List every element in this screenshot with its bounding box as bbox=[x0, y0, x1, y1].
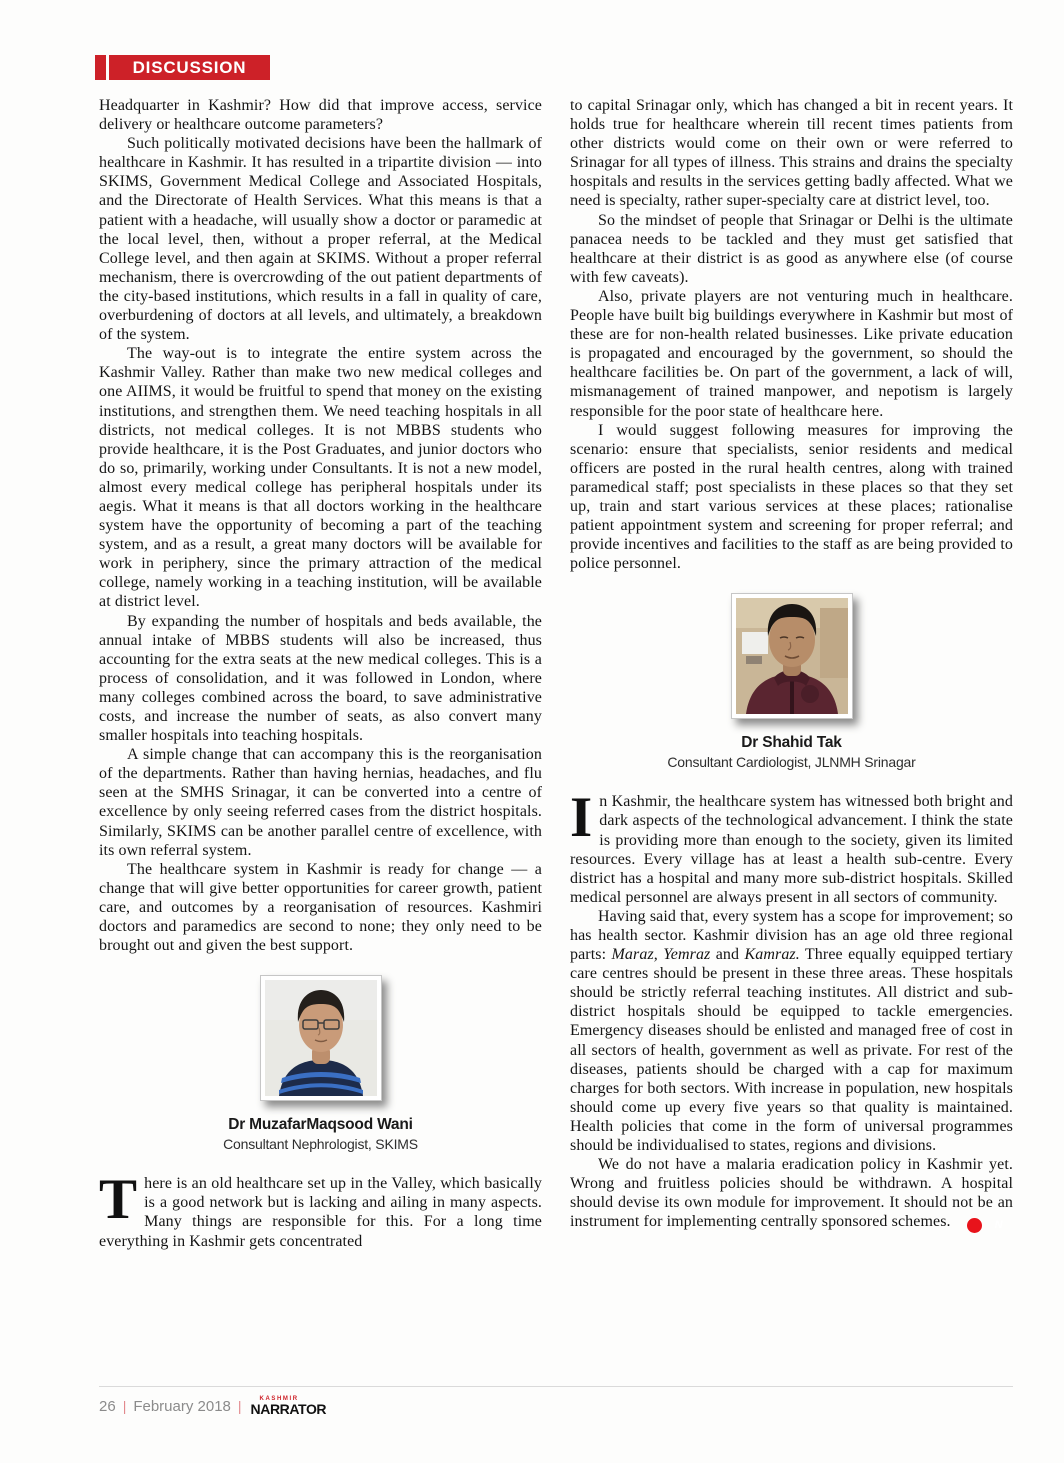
section-badge-notch bbox=[95, 55, 106, 80]
footer-separator: | bbox=[122, 1398, 127, 1414]
profile-title: Consultant Nephrologist, SKIMS bbox=[223, 1136, 418, 1153]
paragraph-text: and bbox=[710, 946, 745, 964]
magazine-logo-name: NARRATOR bbox=[250, 1401, 327, 1417]
footer-separator: | bbox=[237, 1398, 242, 1414]
paragraph-text: We do not have a malaria eradication policy in Kashmir yet. Wrong and fruitless policies should be withdrawn. A hospital should devise its own module for improvement. It should not be an instrument for implementing centrally sponsored schemes. bbox=[570, 1156, 1013, 1231]
article-body bbox=[99, 96, 1013, 1251]
magazine-logo bbox=[251, 1396, 327, 1416]
paragraph: A simple change that can accompany this is the reorganisation of the departments. Rather than having hernias, headaches, and flu seen at the SMHS Srinagar, it can be converted into a centre of excellence by only seeing referred cases from the district hospitals. Similarly, SKIMS can be another parallel centre of excellence, with its own referral system. bbox=[99, 746, 542, 859]
paragraph-dropcap bbox=[99, 1168, 542, 1250]
dropcap-letter: T bbox=[99, 1168, 138, 1232]
paragraph: to capital Srinagar only, which has changed a bit in recent years. It holds true for healthcare wherein till recent times patients from other districts would come on their own or were referred to Srinagar for all types of illness. This strains and drains the specialty hospitals and results in the services getting badly affected. What we need is specialty, rather super-specialty care at district level, too. bbox=[570, 97, 1013, 210]
left-column bbox=[99, 96, 542, 1251]
paragraph-final bbox=[570, 1155, 1013, 1233]
profile-figure-wani bbox=[99, 975, 542, 1152]
page-number: 26 bbox=[99, 1397, 116, 1415]
paragraph-text: Three equally equipped tertiary care centres should be present in these three areas. These hospitals should be strictly referral teaching institutes. All district and sub-district hospitals should be equipped to tackle emergencies. Emergency diseases should be enlisted and managed free of cost in all sectors of health, government as well as private. For rest of the diseases, patients should be charged with a cap for maximum charges for both sectors. With increase in population, new hospitals should come up every five years so that quality is maintained. Health policies that come in the form of universal programmes should be individualised to states, regions and divisions. bbox=[570, 946, 1013, 1155]
paragraph-dropcap bbox=[570, 786, 1013, 907]
footer-divider bbox=[99, 1386, 1013, 1387]
footer bbox=[99, 1396, 326, 1416]
portrait-photo-tak bbox=[731, 593, 853, 719]
section-badge: DISCUSSION bbox=[109, 55, 270, 80]
dropcap-letter: I bbox=[570, 786, 593, 850]
paragraph: Also, private players are not venturing much in healthcare. People have built big buildings everywhere in Kashmir but most of these are for non-health related businesses. Like private education is propagated and encouraged by the government, so should the healthcare facilities be. On part of the government, a lack of will, mismanagement of trained manpower, and nepotism is largely responsible for the poor state of healthcare here. bbox=[570, 287, 1013, 420]
profile-title: Consultant Cardiologist, JLNMH Srinagar bbox=[667, 754, 916, 771]
paragraph-text: n Kashmir, the healthcare system has witnessed both bright and dark aspects of the technological advancement. I think the state is providing more than enough to the society, given its limited resources. Every village has at least a health sub-centre. Every district has a hospital and many more sub-district hospitals. Skilled medical personnel are always present in all sectors of community. bbox=[570, 793, 1013, 906]
magazine-logo-kicker: KASHMIR bbox=[259, 1396, 299, 1402]
paragraph: Such politically motivated decisions have been the hallmark of healthcare in Kashmir. It has resulted in a tripartite division — into SKIMS, Government Medical College and Associated Hospitals, and the Directorate of Health Services. What this means is that a patient with a headache, will usually show a doctor or paramedic at the local level, then, without a proper referral, at the Medical College level, and then again at SKIMS. Without a proper referral mechanism, there is overcrowding of the out patient departments of the city-based institutions, which results in a fall in quality of care, overburdening of doctors at all levels, and ultimately, a breakdown of the system. bbox=[99, 135, 542, 344]
paragraph: The way-out is to integrate the entire system across the Kashmir Valley. Rather than make two new medical colleges and one AIIMS, it would be fruitful to spend that money on the existing institutions, and strengthen them. We need teaching hospitals in all districts, not medical colleges. It is not MBBS students who provide healthcare, it is the Post Graduates, and junior doctors who do so, primarily, working under Consultants. It is not a new model, almost every medical college has peripheral hospitals under its aegis. What it means is that all doctors working in the healthcare system have the opportunity of becoming a part of the teaching system, and as a result, a great many doctors will be available for work in periphery, since the primary attraction of the medical college, namely working in a teaching institution, will be available at district level. bbox=[99, 345, 542, 611]
profile-name: Dr Shahid Tak bbox=[741, 734, 842, 752]
paragraph: The healthcare system in Kashmir is ready for change — a change that will give better opportunities for career growth, patient care, and outcomes by a reorganisation of resources. Kashmiri doctors and paramedics are second to none; they only need to be brought out and given the best support. bbox=[99, 860, 542, 955]
profile-name: Dr MuzafarMaqsood Wani bbox=[228, 1116, 413, 1134]
issue-date: February 2018 bbox=[133, 1397, 231, 1415]
portrait-illustration bbox=[736, 598, 848, 714]
paragraph-text: Having said that, every system has a scope for improvement; so has health sector. Kashmir division has an age old three regional parts: bbox=[570, 907, 1013, 964]
profile-figure-tak bbox=[570, 593, 1013, 770]
portrait-photo-wani bbox=[260, 975, 382, 1101]
paragraph-text: here is an old healthcare set up in the Valley, which basically is a good network but is lacking and ailing in many aspects. Many things are responsible for this. For a long time everything in Kashmir gets concentrated bbox=[99, 1175, 542, 1250]
regional-term: Kamraz. bbox=[744, 946, 800, 964]
paragraph: I would suggest following measures for improving the scenario: ensure that specialists, senior residents and medical officers are posted in the rural health centres, along with trained paramedical staff; post specialists in these places so that they set up, train and start various services at these places; rationalise patient appointment system and screening for proper referral; and provide incentives and facilities to the staff as are being provided to police personnel. bbox=[570, 421, 1013, 573]
paragraph: Headquarter in Kashmir? How did that improve access, service delivery or healthcare outcome parameters? bbox=[99, 97, 542, 134]
paragraph: So the mindset of people that Srinagar or Delhi is the ultimate panacea needs to be tackled and they must get satisfied that healthcare at their district is as good as anywhere else (of course with few caveats). bbox=[570, 211, 1013, 286]
regional-term: Maraz, Yemraz bbox=[611, 946, 711, 964]
paragraph bbox=[570, 907, 1013, 1155]
end-of-article-icon: N bbox=[967, 1218, 982, 1233]
portrait-illustration bbox=[265, 980, 377, 1096]
right-column bbox=[570, 96, 1013, 1251]
paragraph: By expanding the number of hospitals and beds available, the annual intake of MBBS students will also be increased, thus accounting for the extra seats at the new medical colleges. This is a process of consolidation, and it was followed in London, where many colleges combined across the board, to save administrative costs, and increase the number of seats, as also convert many smaller hospitals into teaching hospitals. bbox=[99, 612, 542, 745]
